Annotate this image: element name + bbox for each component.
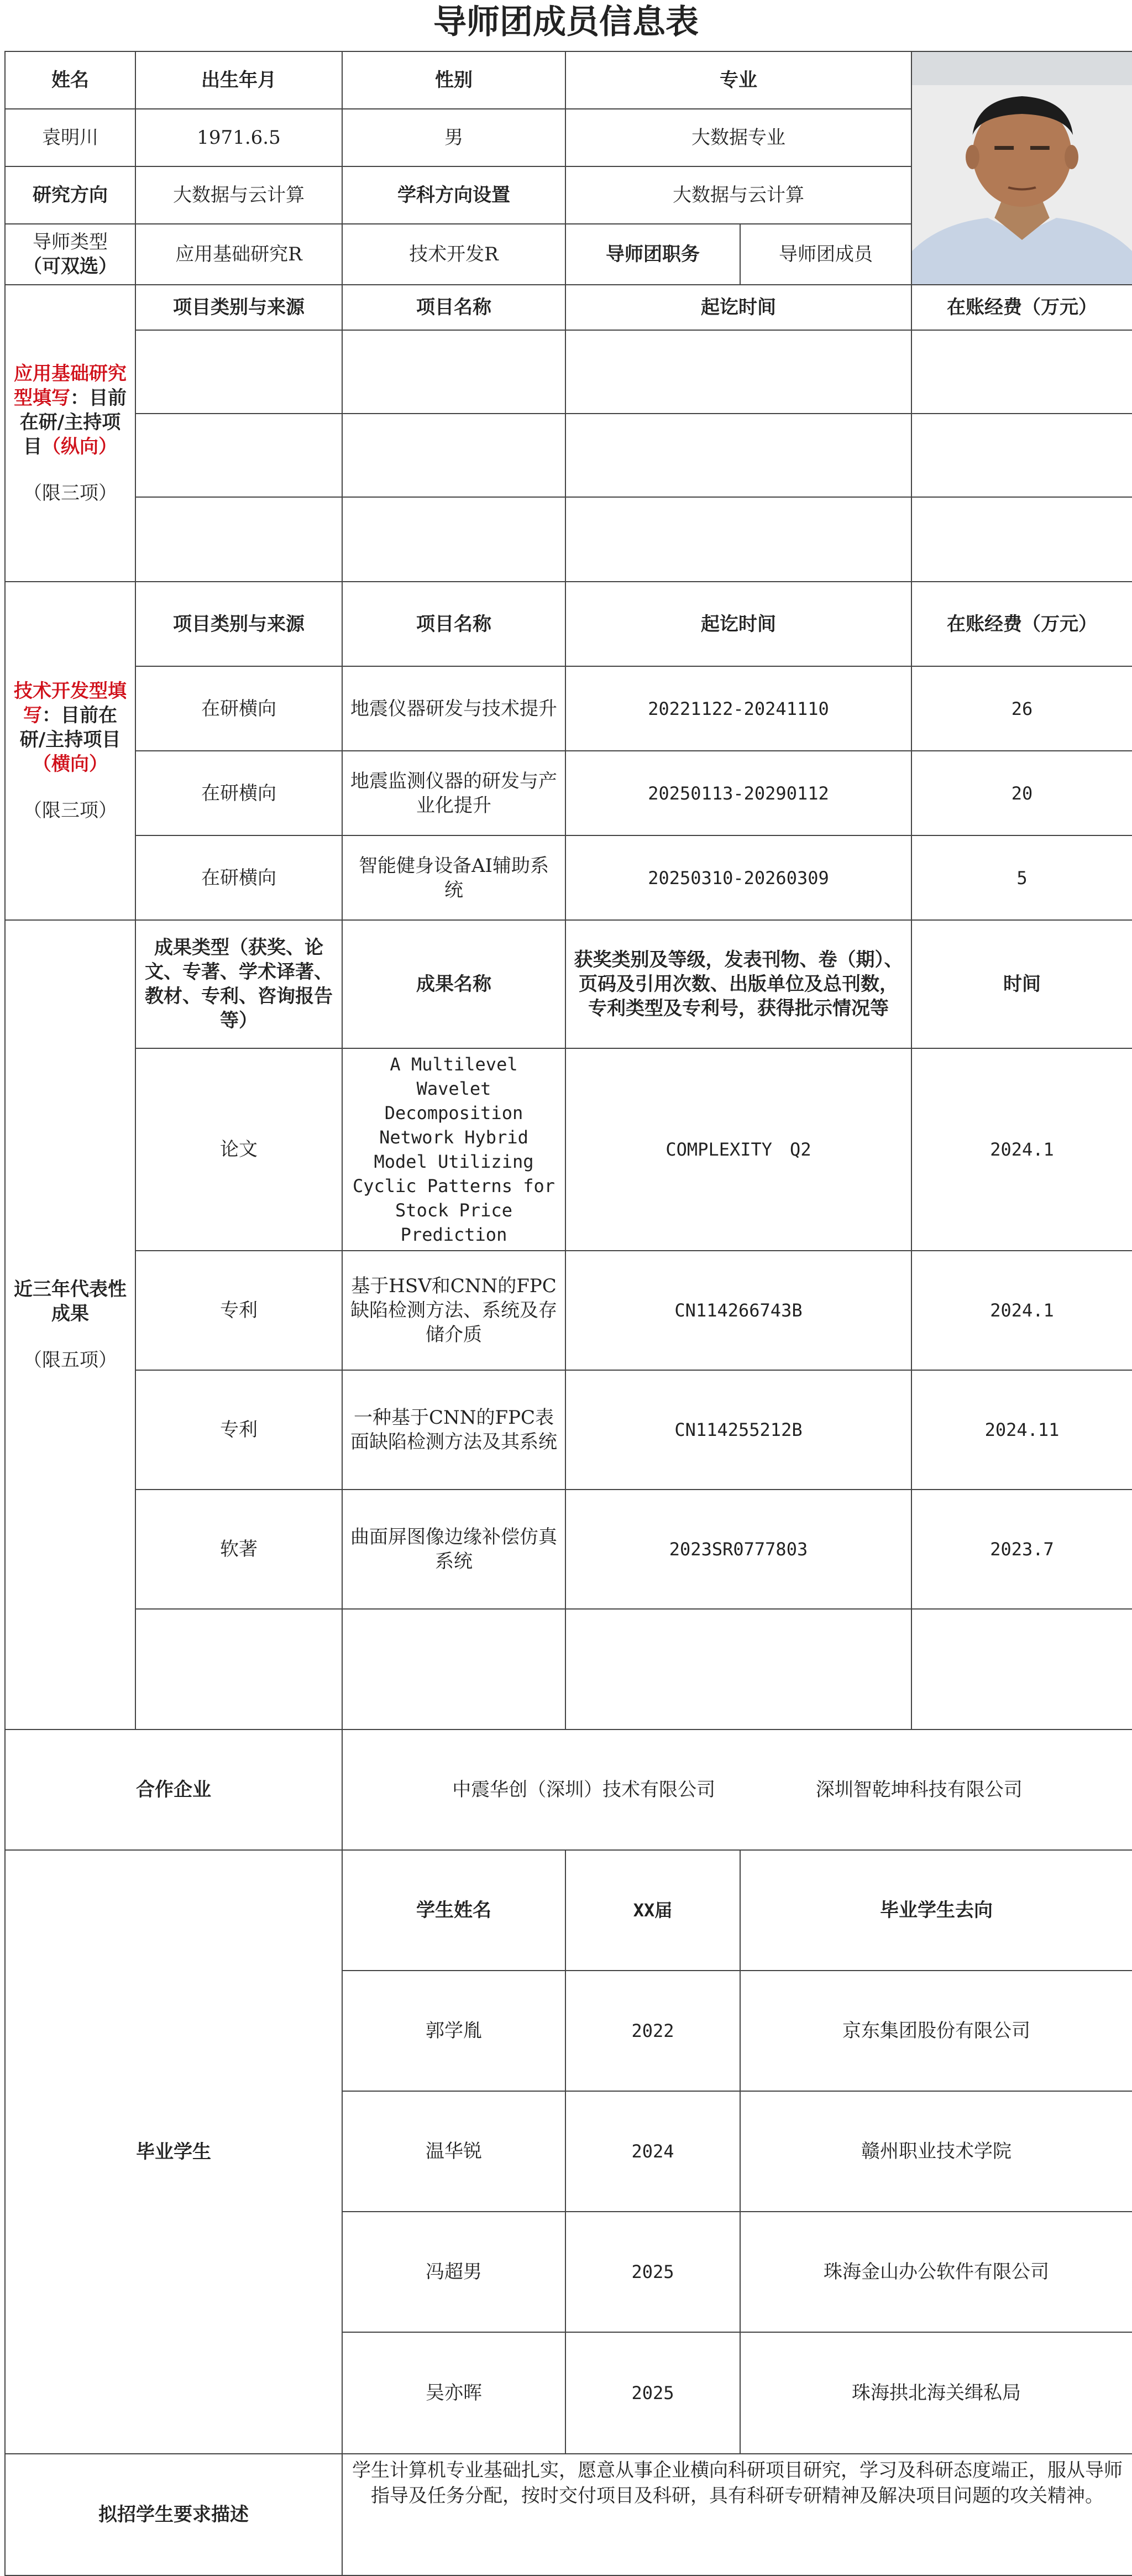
applied-cell [911, 497, 1132, 582]
graduate-name: 温华锐 [342, 2091, 565, 2212]
applied-header-funding: 在账经费（万元） [911, 285, 1132, 330]
tech-cell-funding: 20 [911, 751, 1132, 835]
applied-cell [135, 330, 342, 414]
major-value: 大数据专业 [565, 109, 911, 166]
applied-header-name: 项目名称 [342, 285, 565, 330]
discipline-label: 学科方向设置 [342, 166, 565, 224]
duty-value: 导师团成员 [740, 224, 911, 285]
tech-cell-name: 地震监测仪器的研发与产业化提升 [342, 751, 565, 835]
graduate-destination: 赣州职业技术学院 [740, 2091, 1132, 2212]
achievement-time [911, 1609, 1132, 1729]
info-table [4, 51, 1132, 2576]
achievement-detail [565, 1609, 911, 1729]
name-label: 姓名 [5, 51, 135, 109]
tech-cell-funding: 5 [911, 835, 1132, 920]
tech-row [5, 751, 1132, 835]
applied-header-period: 起讫时间 [565, 285, 911, 330]
mentor-type-label [5, 224, 135, 285]
tech-cell-funding: 26 [911, 666, 1132, 751]
achievement-detail: CN114255212B [565, 1370, 911, 1490]
mentor-type-option-1: 应用基础研究R [135, 224, 342, 285]
tech-cell-source: 在研横向 [135, 666, 342, 751]
tech-label-red2: （横向） [33, 753, 108, 775]
tech-header-source: 项目类别与来源 [135, 582, 342, 666]
partner-company-1: 中震华创（深圳）技术有限公司 [452, 1779, 716, 1801]
achievements-label: 近三年代表性成果 [14, 1278, 127, 1325]
achievements-limit: （限五项） [23, 1349, 117, 1371]
graduate-name: 郭学胤 [342, 1971, 565, 2091]
mentor-type-option-2: 技术开发R [342, 224, 565, 285]
applied-header-source: 项目类别与来源 [135, 285, 342, 330]
applied-row [5, 414, 1132, 497]
graduate-destination: 珠海拱北海关缉私局 [740, 2332, 1132, 2454]
applied-cell [342, 414, 565, 497]
tech-label-red: 技术开发型填写 [14, 680, 127, 727]
duty-label: 导师团职务 [565, 224, 740, 285]
gender-label: 性别 [342, 51, 565, 109]
tech-cell-source: 在研横向 [135, 835, 342, 920]
tech-cell-period: 20250113-20290112 [565, 751, 911, 835]
achievement-type: 软著 [135, 1490, 342, 1609]
graduates-header-destination: 毕业学生去向 [740, 1850, 1132, 1971]
graduate-name: 吴亦晖 [342, 2332, 565, 2454]
tech-cell-name: 智能健身设备AI辅助系统 [342, 835, 565, 920]
tech-cell-period: 20221122-20241110 [565, 666, 911, 751]
applied-cell [565, 414, 911, 497]
tech-cell-name: 地震仪器研发与技术提升 [342, 666, 565, 751]
applied-label-red: 应用基础研究型填写 [14, 362, 127, 409]
achievement-time: 2024.1 [911, 1251, 1132, 1370]
tech-header-period: 起讫时间 [565, 582, 911, 666]
achievement-detail: COMPLEXITY Q2 [565, 1048, 911, 1251]
graduates-header-year: XX届 [565, 1850, 740, 1971]
achievement-time: 2024.1 [911, 1048, 1132, 1251]
tech-label-black: ：目前在研/主持项目 [19, 704, 121, 751]
research-value: 大数据与云计算 [135, 166, 342, 224]
applied-label-red2: （纵向） [42, 435, 117, 458]
applied-section-label [5, 285, 135, 582]
achievement-detail: CN114266743B [565, 1251, 911, 1370]
achievement-row [5, 1048, 1132, 1251]
tech-header-funding: 在账经费（万元） [911, 582, 1132, 666]
major-label: 专业 [565, 51, 911, 109]
applied-row [5, 497, 1132, 582]
tech-limit: （限三项） [23, 800, 117, 822]
achievements-section-label [5, 920, 135, 1729]
graduates-label: 毕业学生 [5, 1850, 342, 2454]
achievement-row [5, 1609, 1132, 1729]
achievements-header-type: 成果类型（获奖、论文、专著、学术译著、教材、专利、咨询报告等） [135, 920, 342, 1048]
partners-label: 合作企业 [5, 1729, 342, 1850]
achievement-row [5, 1490, 1132, 1609]
partners-cell [342, 1729, 1132, 1850]
applied-cell [135, 497, 342, 582]
photo-cell [911, 51, 1132, 285]
applied-row [5, 330, 1132, 414]
applied-cell [342, 330, 565, 414]
tech-section-label [5, 582, 135, 920]
tech-header-name: 项目名称 [342, 582, 565, 666]
applied-cell [911, 414, 1132, 497]
graduates-header-name: 学生姓名 [342, 1850, 565, 1971]
gender-value: 男 [342, 109, 565, 166]
applied-cell [342, 497, 565, 582]
requirement-label: 拟招学生要求描述 [5, 2454, 342, 2575]
applied-cell [911, 330, 1132, 414]
tech-row [5, 835, 1132, 920]
mentor-type-label-line2: （可双选） [23, 255, 117, 278]
birth-label: 出生年月 [135, 51, 342, 109]
applied-cell [565, 497, 911, 582]
birth-value: 1971.6.5 [135, 109, 342, 166]
achievement-title: A Multilevel Wavelet Decomposition Network Hybrid Model Utilizing Cyclic Patterns for Stock Price Prediction [342, 1048, 565, 1251]
research-label: 研究方向 [5, 166, 135, 224]
page-title: 导师团成员信息表 [433, 3, 699, 41]
mentor-type-label-line1: 导师类型 [33, 231, 108, 253]
achievement-title: 一种基于CNN的FPC表面缺陷检测方法及其系统 [342, 1370, 565, 1490]
achievement-type [135, 1609, 342, 1729]
achievement-time: 2024.11 [911, 1370, 1132, 1490]
tech-row [5, 666, 1132, 751]
graduate-year: 2024 [565, 2091, 740, 2212]
applied-cell [565, 330, 911, 414]
achievement-title: 曲面屏图像边缘补偿仿真系统 [342, 1490, 565, 1609]
graduate-year: 2025 [565, 2212, 740, 2332]
achievement-row [5, 1251, 1132, 1370]
applied-label-black: ：目前在研/主持项目 [19, 386, 127, 458]
achievement-title: 基于HSV和CNN的FPC缺陷检测方法、系统及存储介质 [342, 1251, 565, 1370]
achievement-title [342, 1609, 565, 1729]
graduate-destination: 京东集团股份有限公司 [740, 1971, 1132, 2091]
achievement-time: 2023.7 [911, 1490, 1132, 1609]
tech-cell-period: 20250310-20260309 [565, 835, 911, 920]
achievements-header-name: 成果名称 [342, 920, 565, 1048]
achievement-detail: 2023SR0777803 [565, 1490, 911, 1609]
achievements-header-detail: 获奖类别及等级，发表刊物、卷（期）、页码及引用次数、出版单位及总刊数，专利类型及专利号，获得批示情况等 [565, 920, 911, 1048]
achievement-type: 论文 [135, 1048, 342, 1251]
applied-limit: （限三项） [23, 482, 117, 504]
graduate-destination: 珠海金山办公软件有限公司 [740, 2212, 1132, 2332]
graduate-year: 2022 [565, 1971, 740, 2091]
discipline-value: 大数据与云计算 [565, 166, 911, 224]
portrait-photo [912, 52, 1132, 285]
partner-company-2: 深圳智乾坤科技有限公司 [815, 1779, 1023, 1801]
requirement-text: 学生计算机专业基础扎实，愿意从事企业横向科研项目研究，学习及科研态度端正，服从导师指导及任务分配，按时交付项目及科研，具有科研专研精神及解决项目问题的攻关精神。 [342, 2454, 1132, 2575]
graduate-name: 冯超男 [342, 2212, 565, 2332]
achievement-row [5, 1370, 1132, 1490]
achievement-type: 专利 [135, 1251, 342, 1370]
applied-cell [135, 414, 342, 497]
name-value: 袁明川 [5, 109, 135, 166]
achievement-type: 专利 [135, 1370, 342, 1490]
graduate-year: 2025 [565, 2332, 740, 2454]
achievements-header-time: 时间 [911, 920, 1132, 1048]
tech-cell-source: 在研横向 [135, 751, 342, 835]
